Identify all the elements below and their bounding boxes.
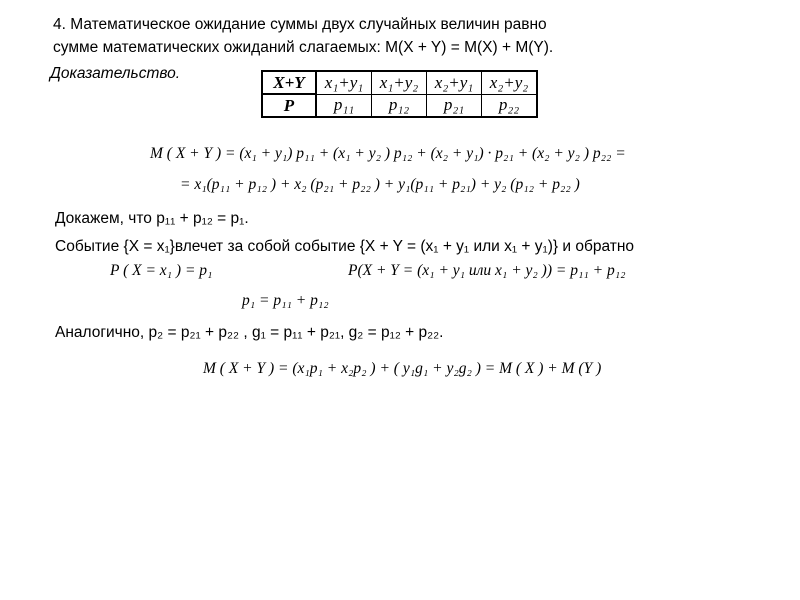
table-row-values — [262, 71, 537, 94]
table-cell: p₂₁ — [427, 94, 482, 117]
final-equation: M ( X + Y ) = (x₁p₁ + x₂p₂ ) + ( y₁g₁ + y₂g₂ ) = M ( X ) + M (Y ) — [203, 360, 602, 377]
expectation-equation-line-2: = x₁(p₁₁ + p₁₂ ) + x₂ (p₂₁ + p₂₂ ) + y₁(p₁₁ + p₂₁) + y₂ (p₁₂ + p₂₂ ) — [180, 176, 580, 193]
table-cell: x₁+y₁ — [316, 71, 372, 94]
table-cell: p₁₁ — [316, 94, 372, 117]
table-cell: P — [262, 94, 316, 117]
table-row-probabilities — [262, 94, 537, 117]
heading-line-2: сумме математических ожиданий слагаемых: M(X + Y) = M(X) + M(Y). — [53, 39, 554, 56]
event-statement: Событие {X = x₁}влечет за собой событие {X + Y = (x₁ + y₁ или x₁ + y₁)} и обратно — [55, 238, 635, 255]
analogy-statement: Аналогично, p₂ = p₂₁ + p₂₂ , g₁ = p₁₁ + p₂₁, g₂ = p₁₂ + p₂₂. — [55, 324, 444, 341]
table-cell: x₂+y₂ — [482, 71, 538, 94]
p1-equation: p₁ = p₁₁ + p₁₂ — [242, 292, 329, 309]
table-cell: p₂₂ — [482, 94, 538, 117]
proof-label: Доказательство. — [50, 65, 181, 82]
table-cell: p₁₂ — [372, 94, 427, 117]
table-cell: x₂+y₁ — [427, 71, 482, 94]
prove-statement: Докажем, что p₁₁ + p₁₂ = p₁. — [55, 210, 249, 227]
heading-line-1: 4. Математическое ожидание суммы двух случайных величин равно — [53, 16, 547, 33]
probability-equation-left: P ( X = x₁ ) = p₁ — [110, 262, 213, 279]
expectation-equation-line-1: M ( X + Y ) = (x₁ + y₁) p₁₁ + (x₁ + y₂ ) p₁₂ + (x₂ + y₁) · p₂₁ + (x₂ + y₂ ) p₂₂ = — [150, 145, 626, 162]
table-cell: x₁+y₂ — [372, 71, 427, 94]
probability-equation-right: P(X + Y = (x₁ + y₁ или x₁ + y₂ )) = p₁₁ + p₁₂ — [348, 262, 626, 279]
distribution-table — [261, 70, 538, 118]
table-cell: X+Y — [262, 71, 316, 94]
